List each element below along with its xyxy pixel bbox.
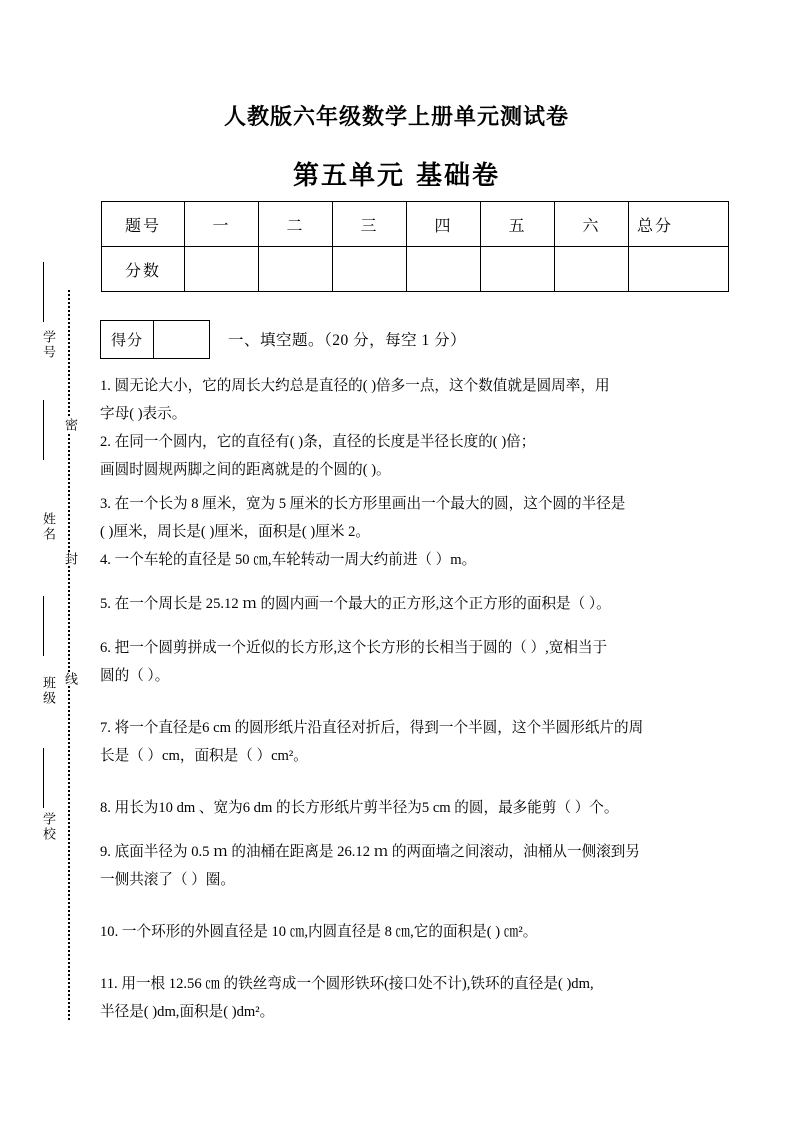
score-cell-5[interactable]	[481, 247, 555, 292]
question-11-line-2: 半径是( )dm,面积是( )dm²。	[100, 1004, 275, 1020]
score-cell-4[interactable]	[407, 247, 481, 292]
score-table-col-3: 三	[333, 202, 407, 247]
seal-char-feng: 封	[60, 552, 80, 566]
score-cell-1[interactable]	[185, 247, 259, 292]
side-rule-4	[43, 748, 44, 808]
questions-list	[100, 372, 704, 1026]
question-5-line-1: 5. 在一个周长是 25.12 ｍ 的圆内画一个最大的正方形,这个正方形的面积是（ ）。	[100, 596, 611, 612]
score-cell-3[interactable]	[333, 247, 407, 292]
question-3-line-1: 3. 在一个长为 8 厘米，宽为 5 厘米的长方形里画出一个最大的圆，这个圆的半径是	[100, 496, 626, 512]
score-box	[100, 320, 210, 359]
seal-char-xian: 线	[60, 672, 80, 686]
question-7-line-1: 7. 将一个直径是6 cm 的圆形纸片沿直径对折后，得到一个半圆，这个半圆形纸片的周	[100, 720, 644, 736]
score-table-row-header-score: 分数	[102, 247, 185, 292]
question-9-line-1: 9. 底面半径为 0.5 ｍ 的油桶在距离是 26.12 ｍ 的两面墙之间滚动，油桶从一侧滚到另	[100, 844, 640, 860]
question-9-line-2: 一侧共滚了（ ）圈。	[100, 872, 235, 888]
page-title: 人教版六年级数学上册单元测试卷	[223, 105, 569, 130]
side-label-class: 班级	[41, 676, 56, 706]
score-table-col-4: 四	[407, 202, 481, 247]
score-table-row-header-question: 题号	[102, 202, 185, 247]
question-1-line-1: 1. 圆无论大小，它的周长大约总是直径的( )倍多一点，这个数值就是圆周率，用	[100, 378, 610, 394]
side-label-name: 姓名	[41, 512, 56, 542]
score-table-col-total: 总分	[629, 202, 729, 247]
score-cell-6[interactable]	[555, 247, 629, 292]
side-label-student-id: 学号	[41, 330, 56, 360]
side-rule-1	[43, 262, 44, 322]
question-2-line-1: 2. 在同一个圆内，它的直径有( )条，直径的长度是半径长度的( )倍；	[100, 434, 536, 450]
question-8-line-1: 8. 用长为10 dm 、宽为6 dm 的长方形纸片剪半径为5 cm 的圆，最多能剪（ ）个。	[100, 800, 619, 816]
table-row	[102, 247, 729, 292]
side-rule-3	[43, 596, 44, 656]
question-7-line-2: 长是（ ）cm，面积是（ ）cm²。	[100, 748, 308, 764]
seal-char-mi: 密	[60, 418, 80, 432]
score-table-col-1: 一	[185, 202, 259, 247]
side-rule-2	[43, 400, 44, 460]
table-row	[102, 202, 729, 247]
score-table-col-5: 五	[481, 202, 555, 247]
score-table-col-2: 二	[259, 202, 333, 247]
score-table	[101, 201, 729, 292]
score-box-label: 得分	[101, 321, 154, 358]
question-4-line-1: 4. 一个车轮的直径是 50 ㎝,车轮转动一周大约前进（ ）m。	[100, 552, 477, 568]
score-cell-2[interactable]	[259, 247, 333, 292]
score-table-col-6: 六	[555, 202, 629, 247]
score-box-value[interactable]	[154, 321, 209, 358]
question-3-line-2: ( )厘米，周长是( )厘米，面积是( )厘米 2。	[100, 524, 370, 540]
page-subtitle: 第五单元 基础卷	[292, 161, 501, 191]
side-label-school: 学校	[41, 812, 56, 842]
seal-dotted-line	[68, 290, 70, 1020]
question-6-line-1: 6. 把一个圆剪拼成一个近似的长方形,这个长方形的长相当于圆的（ ）,宽相当于	[100, 640, 608, 656]
question-1-line-2: 字母( )表示。	[100, 406, 187, 422]
question-2-line-2: 画圆时圆规两脚之间的距离就是的个圆的( )。	[100, 462, 391, 478]
question-11-line-1: 11. 用一根 12.56 ㎝ 的铁丝弯成一个圆形铁环(接口处不计),铁环的直径是( )dm,	[100, 976, 594, 992]
score-cell-total[interactable]	[629, 247, 729, 292]
question-10-line-1: 10. 一个环形的外圆直径是 10 ㎝,内圆直径是 8 ㎝,它的面积是( ) ㎝²。	[100, 924, 538, 940]
section-heading-fill-in-blanks: 一、填空题。（20 分，每空 1 分）	[228, 332, 467, 349]
question-6-line-2: 圆的（ ）。	[100, 668, 170, 684]
